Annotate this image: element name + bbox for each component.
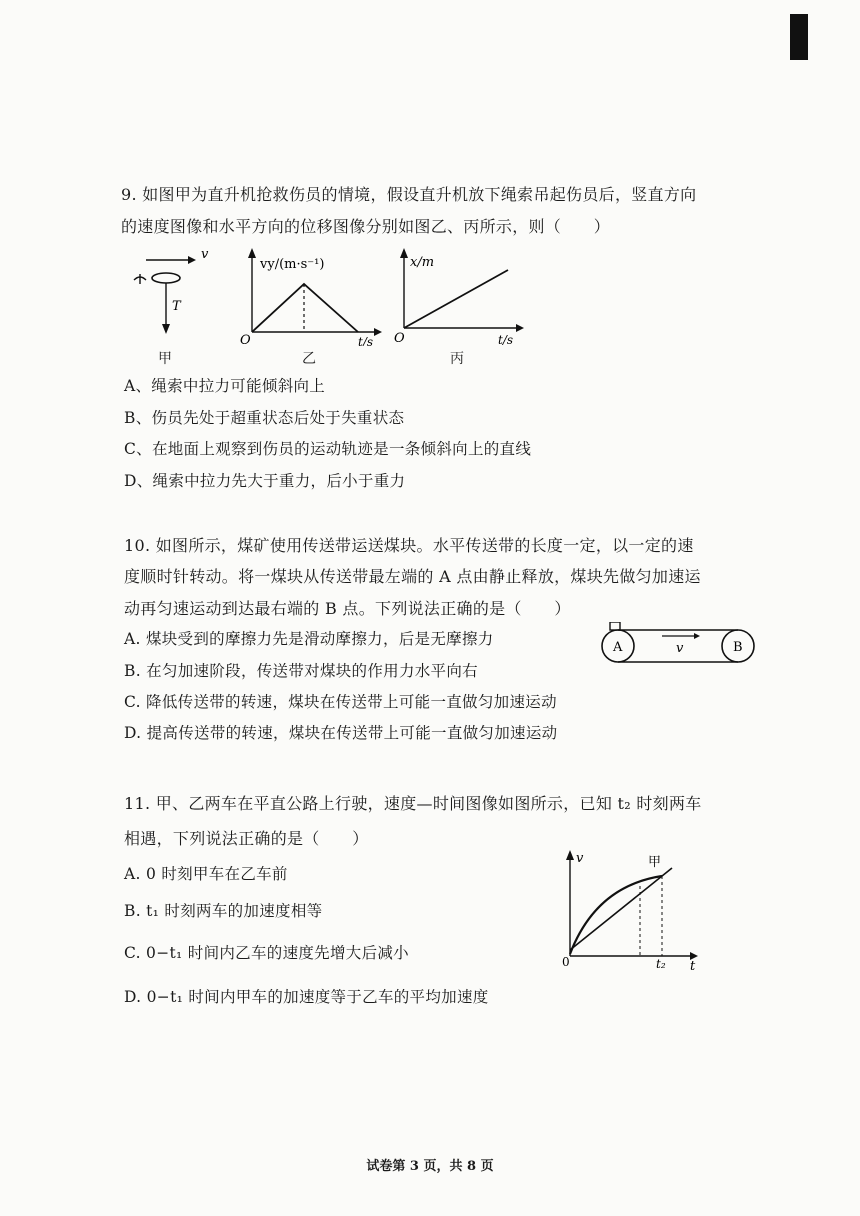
q9-figure-jia [126, 246, 216, 346]
jia-v-label: v [201, 247, 209, 262]
bing-y-arrowhead [400, 248, 408, 258]
q9-caption-jia: 甲 [158, 351, 172, 367]
coal-block [610, 622, 620, 630]
q11-origin: 0 [562, 955, 570, 969]
q11-option-a: A. 0 时刻甲车在乙车前 [124, 865, 288, 883]
bing-origin: O [394, 331, 405, 346]
page-footer: 试卷第 3 页，共 8 页 [366, 1159, 494, 1174]
tension-arrowhead [162, 324, 170, 334]
q9-caption-yi: 乙 [302, 351, 316, 367]
q9-figure-yi [236, 246, 382, 346]
yi-y-label: vy/(m·s⁻¹) [260, 257, 325, 272]
bing-y-label: x/m [410, 255, 435, 270]
yi-x-label: t/s [358, 335, 374, 346]
helicopter-tail [134, 274, 146, 284]
q11-curve-label: 甲 [648, 855, 662, 870]
corner-mark [790, 14, 808, 60]
bing-displacement-line [404, 270, 508, 328]
q11-line-jia [570, 868, 672, 950]
yi-origin: O [240, 333, 251, 346]
helicopter-body [152, 273, 180, 283]
q11-option-b: B. t₁ 时刻两车的加速度相等 [124, 902, 323, 920]
q10-option-b: B. 在匀加速阶段，传送带对煤块的作用力水平向右 [124, 662, 478, 680]
yi-y-arrowhead [248, 248, 256, 258]
yi-x-arrowhead [374, 328, 382, 336]
q10-stem-line1: 10. 如图所示，煤矿使用传送带运送煤块。水平传送带的长度一定，以一定的速 [124, 536, 694, 555]
yi-velocity-line [252, 284, 358, 332]
q9-option-a: A、绳索中拉力可能倾斜向上 [124, 377, 326, 395]
q11-y-arrowhead [566, 850, 574, 860]
q9-option-c: C、在地面上观察到伤员的运动轨迹是一条倾斜向上的直线 [124, 440, 532, 458]
q9-caption-bing: 丙 [450, 351, 464, 367]
q10-stem-line3: 动再匀速运动到达最右端的 B 点。下列说法正确的是（ ） [124, 599, 571, 618]
q9-option-b: B、伤员先处于超重状态后处于失重状态 [124, 409, 405, 427]
q11-stem-line2: 相遇，下列说法正确的是（ ） [124, 829, 369, 848]
pulley-a-label: A [613, 640, 623, 655]
belt-velocity-arrowhead [694, 633, 700, 639]
q11-option-c: C. 0−t₁ 时间内乙车的速度先增大后减小 [124, 944, 409, 962]
q11-stem-line1: 11. 甲、乙两车在平直公路上行驶，速度—时间图像如图所示，已知 t₂ 时刻两车 [124, 794, 702, 813]
q11-t2-label: t₂ [656, 957, 666, 970]
q11-option-d: D. 0−t₁ 时间内甲车的加速度等于乙车的平均加速度 [124, 988, 489, 1006]
velocity-arrowhead [188, 256, 196, 264]
q10-conveyor-figure [598, 622, 758, 672]
q11-x-label: t [690, 959, 696, 970]
q9-stem-line1: 9. 如图甲为直升机抢救伤员的情境，假设直升机放下绳索吊起伤员后，竖直方向 [121, 185, 697, 204]
q11-vt-figure [556, 846, 706, 970]
q10-option-a: A. 煤块受到的摩擦力先是滑动摩擦力，后是无摩擦力 [124, 630, 494, 648]
q9-stem-line2: 的速度图像和水平方向的位移图像分别如图乙、丙所示，则（ ） [121, 217, 611, 236]
q10-stem-line2: 度顺时针转动。将一煤块从传送带最左端的 A 点由静止释放，煤块先做匀加速运 [124, 567, 701, 586]
q10-option-d: D. 提高传送带的转速，煤块在传送带上可能一直做匀加速运动 [124, 724, 558, 742]
q10-option-c: C. 降低传送带的转速，煤块在传送带上可能一直做匀加速运动 [124, 693, 557, 711]
belt-v-label: v [676, 641, 684, 656]
bing-x-label: t/s [498, 333, 514, 346]
pulley-b-label: B [733, 640, 743, 655]
q9-figure-bing [394, 246, 526, 346]
bing-x-arrowhead [516, 324, 524, 332]
q9-option-d: D、绳索中拉力先大于重力，后小于重力 [124, 472, 406, 490]
jia-t-label: T [172, 299, 181, 314]
q11-y-label: v [576, 851, 584, 866]
